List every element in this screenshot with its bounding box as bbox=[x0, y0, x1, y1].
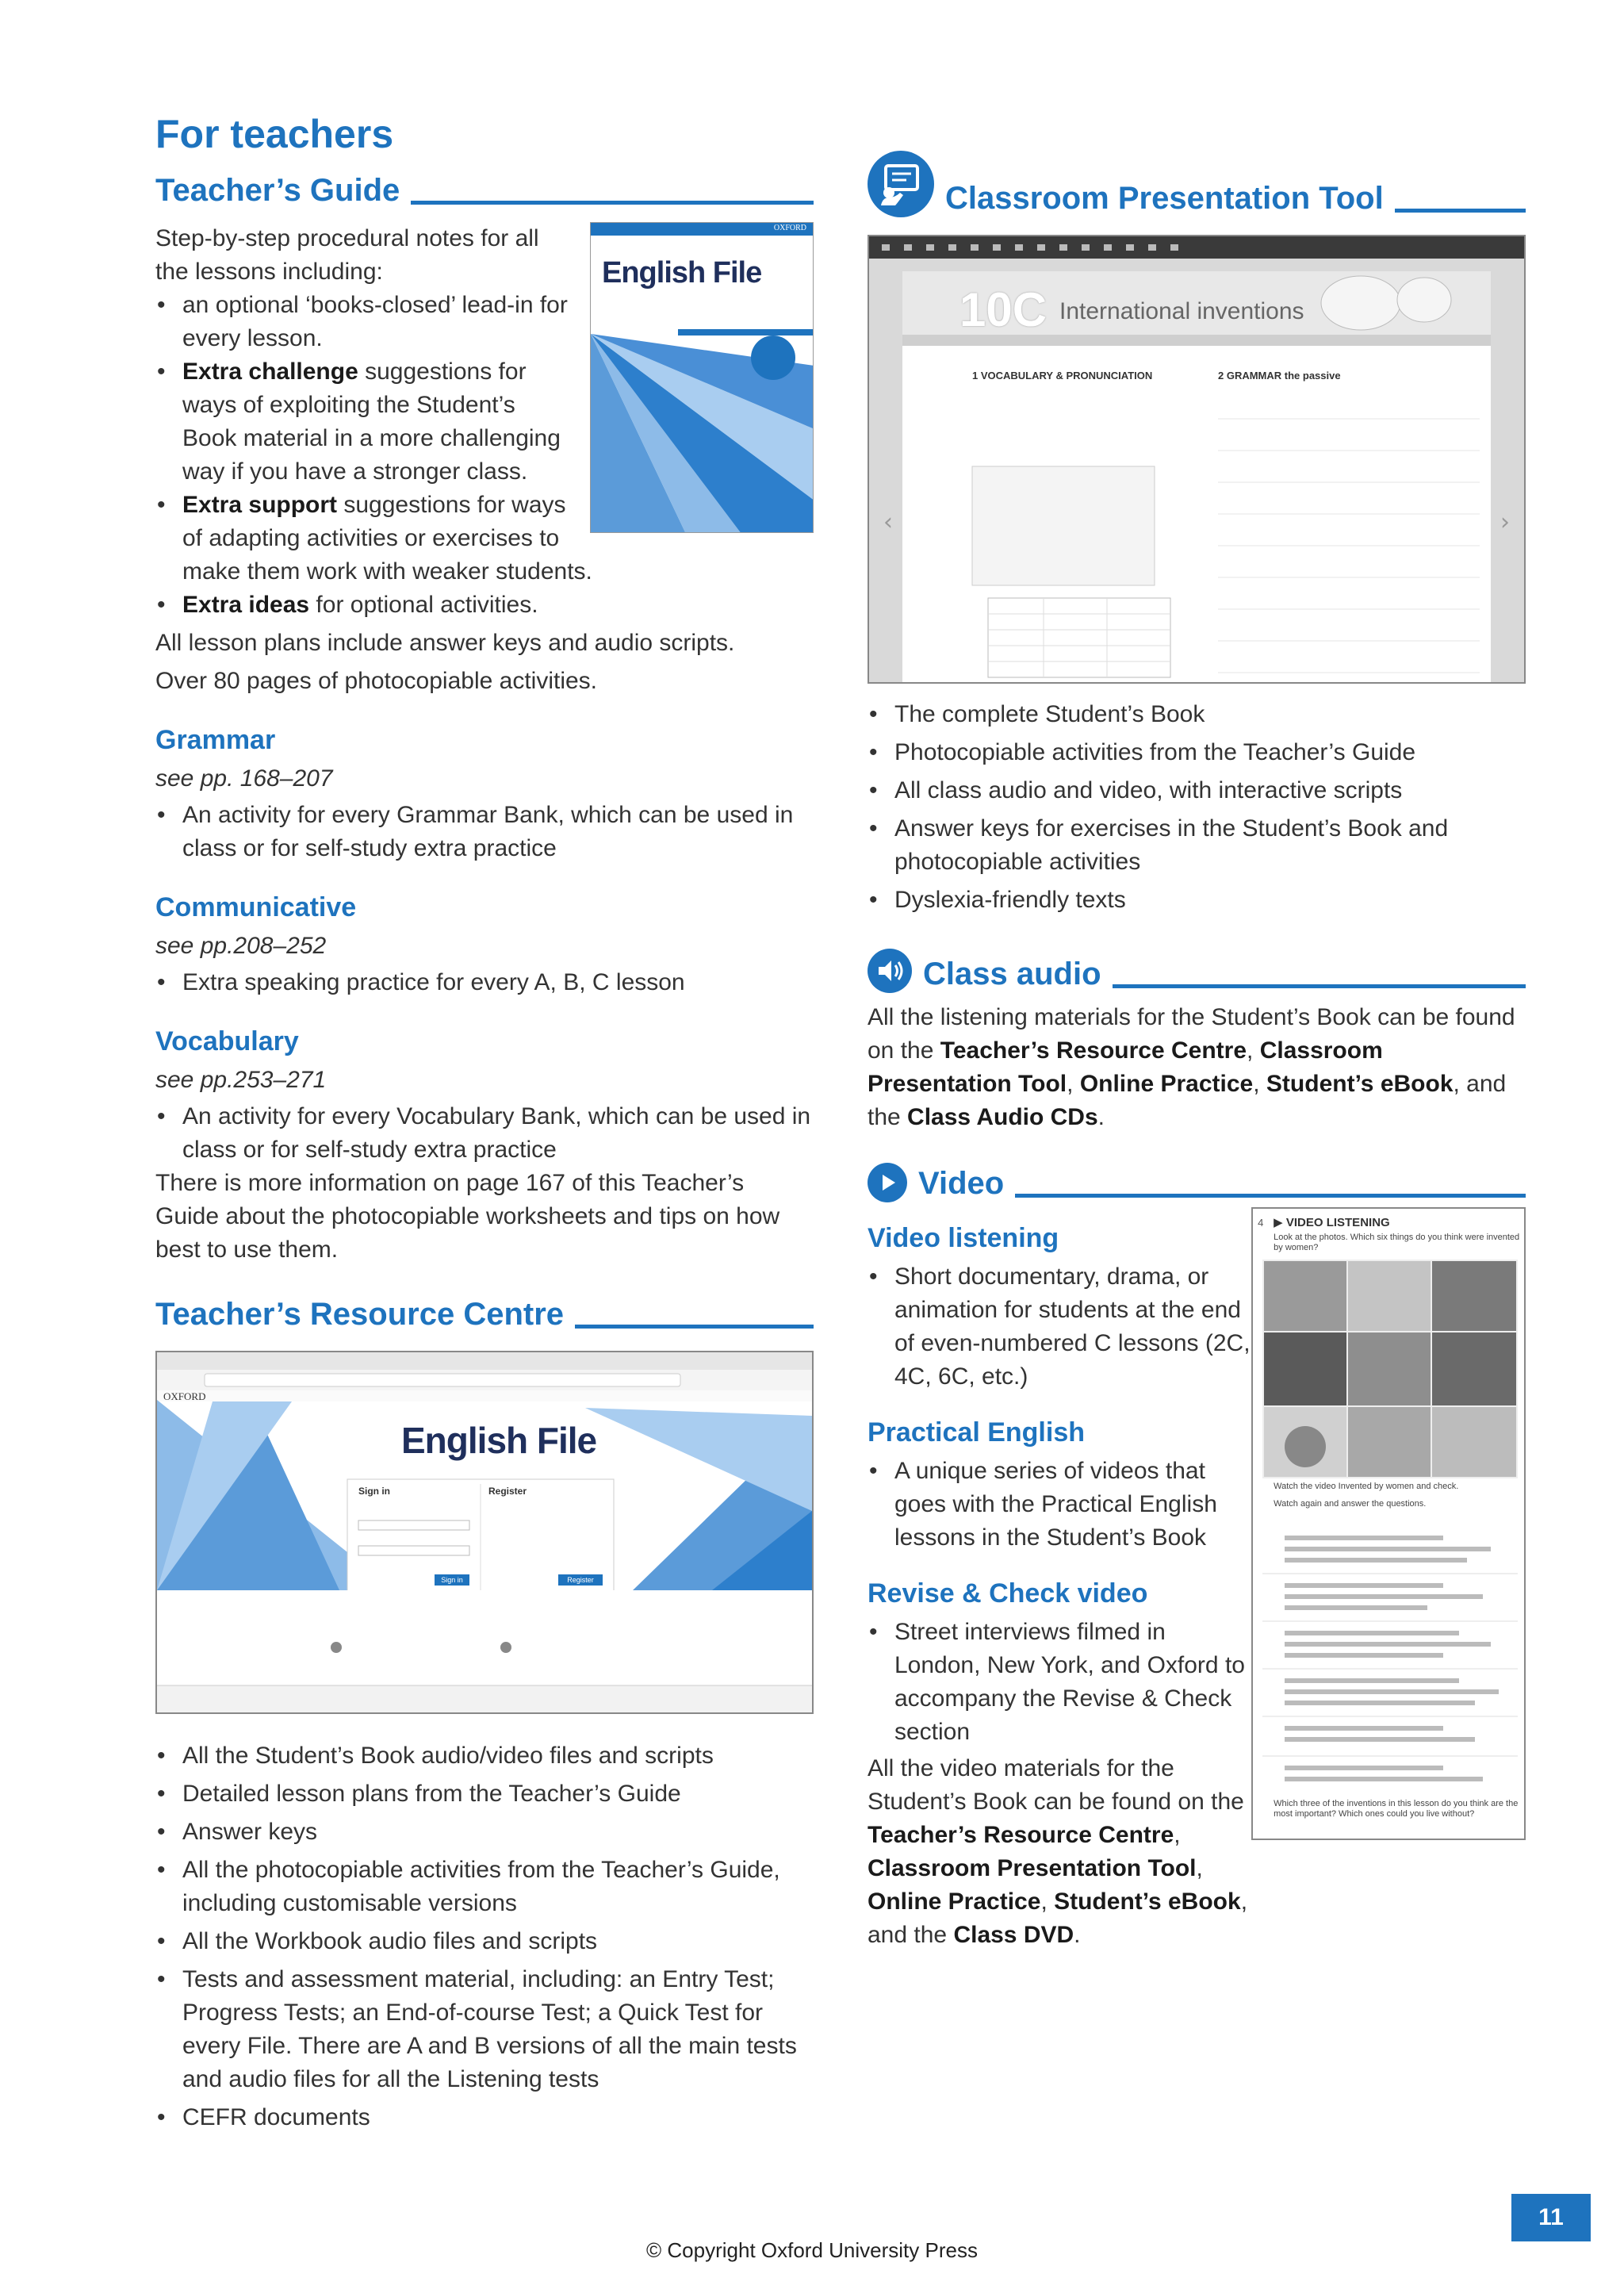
revise-check-heading: Revise & Check video bbox=[868, 1578, 1148, 1609]
list-item: • The complete Student’s Book bbox=[868, 698, 1526, 731]
heading-rule bbox=[1015, 1194, 1526, 1198]
grammar-list bbox=[155, 799, 814, 865]
revise-check-list bbox=[868, 1616, 1251, 1749]
grammar-heading: Grammar bbox=[155, 725, 276, 755]
svg-text:‹: ‹ bbox=[883, 508, 893, 536]
list-item: • All the Workbook audio files and scripts bbox=[155, 1925, 814, 1958]
grammar-page-ref: see pp. 168–207 bbox=[155, 765, 333, 792]
cpt-heading bbox=[868, 151, 1526, 217]
video-section bbox=[868, 1202, 1526, 1952]
trc-publisher: OXFORD bbox=[163, 1390, 206, 1402]
list-item: • Answer keys bbox=[155, 1816, 814, 1849]
svg-text:›: › bbox=[1500, 508, 1510, 536]
teachers-guide-list bbox=[155, 289, 814, 622]
photocopiable-note: Over 80 pages of photocopiable activities. bbox=[155, 668, 598, 694]
teachers-guide-title: Teacher’s Guide bbox=[155, 173, 400, 208]
teachers-guide-heading bbox=[155, 171, 814, 209]
trc-screenshot-graphic bbox=[157, 1352, 812, 1712]
heading-rule bbox=[1395, 209, 1526, 213]
video-question-c: Watch again and answer the questions. bbox=[1274, 1499, 1427, 1509]
heading-rule bbox=[1113, 984, 1526, 988]
trc-sign-in-label: Sign in bbox=[358, 1486, 390, 1497]
list-item: • All the Student’s Book audio/video files and scripts bbox=[155, 1739, 814, 1773]
worksheets-info: There is more information on page 167 of this Teacher’s Guide about the photocopiable worksheets and tips on how best to use them. bbox=[155, 1170, 780, 1263]
list-item: • An activity for every Vocabulary Bank, which can be used in class or for self-study extra practice bbox=[155, 1100, 814, 1167]
list-item: • All class audio and video, with interactive scripts bbox=[868, 774, 1526, 807]
list-item: • An activity for every Grammar Bank, which can be used in class or for self-study extra practice bbox=[155, 799, 814, 865]
cover-publisher: OXFORD bbox=[773, 224, 806, 232]
trc-screenshot bbox=[155, 1351, 814, 1714]
communicative-page-ref: see pp.208–252 bbox=[155, 933, 327, 959]
video-materials-text: All the video materials for the Student’s Book can be found on the Teacher’s Resource Centre, Classroom Presentation Tool, Online Practice, Student’s eBook, and the Class DVD. bbox=[868, 1755, 1248, 1948]
class-audio-text: All the listening materials for the Student’s Book can be found on the Teacher’s Resource Centre, Classroom Presentation Tool, Online Practice, Student’s eBook, and the Class Audio CDs. bbox=[868, 1004, 1515, 1130]
list-item: • Extra challenge suggestions for ways of exploiting the Student’s Book material in a more challenging way if you have a stronger class. bbox=[155, 355, 814, 489]
class-audio-heading bbox=[868, 949, 1526, 993]
left-column bbox=[155, 171, 814, 2134]
video-page-number: 4 bbox=[1258, 1217, 1264, 1229]
list-item: • Extra ideas for optional activities. bbox=[155, 589, 814, 622]
cover-title: English File bbox=[602, 256, 762, 290]
play-icon bbox=[868, 1163, 907, 1202]
practical-english-list bbox=[868, 1455, 1251, 1555]
teachers-guide-intro: Step-by-step procedural notes for all the lessons including: bbox=[155, 225, 539, 285]
heading-rule bbox=[411, 201, 814, 205]
trc-list bbox=[155, 1739, 814, 2134]
cpt-section-vocab: 1 VOCABULARY & PRONUNCIATION bbox=[972, 370, 1153, 382]
cpt-unit-title: International inventions bbox=[1059, 298, 1304, 324]
video-question-d: Which three of the inventions in this lesson do you think are the most important? Which ones could you live without? bbox=[1274, 1799, 1519, 1819]
trc-sign-in-button: Sign in bbox=[441, 1576, 463, 1584]
trc-title: Teacher’s Resource Centre bbox=[155, 1297, 565, 1332]
class-audio-title: Class audio bbox=[923, 957, 1101, 991]
trc-register-label: Register bbox=[488, 1486, 527, 1497]
right-column bbox=[868, 151, 1526, 1952]
page-number: 11 bbox=[1511, 2194, 1591, 2241]
video-question-a: Look at the photos. Which six things do you think were invented by women? bbox=[1274, 1233, 1520, 1252]
list-item: • Street interviews filmed in London, New York, and Oxford to accompany the Revise & Check section bbox=[868, 1616, 1251, 1749]
trc-site-title: English File bbox=[401, 1420, 597, 1461]
cpt-screenshot bbox=[868, 235, 1526, 684]
list-item: • Photocopiable activities from the Teacher’s Guide bbox=[868, 736, 1526, 769]
cpt-title: Classroom Presentation Tool bbox=[945, 181, 1384, 216]
heading-rule bbox=[575, 1325, 814, 1329]
lesson-plans-note: All lesson plans include answer keys and audio scripts. bbox=[155, 630, 735, 656]
list-item: • an optional ‘books-closed’ lead-in for every lesson. bbox=[155, 289, 814, 355]
trc-register-button: Register bbox=[567, 1576, 594, 1584]
vocabulary-list bbox=[155, 1100, 814, 1167]
copyright-footer: © Copyright Oxford University Press bbox=[646, 2238, 978, 2262]
list-item: • All the photocopiable activities from the Teacher’s Guide, including customisable versions bbox=[155, 1854, 814, 1920]
page-title: For teachers bbox=[155, 112, 394, 156]
video-listening-list bbox=[868, 1260, 1251, 1394]
list-item: • Short documentary, drama, or animation for students at the end of even-numbered C lessons (2C, 4C, 6C, etc.) bbox=[868, 1260, 1251, 1394]
cpt-list bbox=[868, 698, 1526, 917]
practical-english-heading: Practical English bbox=[868, 1417, 1085, 1448]
communicative-heading: Communicative bbox=[155, 892, 357, 922]
list-item: • Extra support suggestions for ways of adapting activities or exercises to make them work with weaker students. bbox=[155, 489, 814, 589]
video-listening-heading: Video listening bbox=[868, 1223, 1059, 1253]
list-item: • CEFR documents bbox=[155, 2101, 814, 2134]
list-item: • Dyslexia-friendly texts bbox=[868, 884, 1526, 917]
list-item: • A unique series of videos that goes with the Practical English lessons in the Student’s Book bbox=[868, 1455, 1251, 1555]
video-listening-screenshot bbox=[1251, 1207, 1526, 1840]
vocabulary-page-ref: see pp.253–271 bbox=[155, 1067, 327, 1093]
video-title: Video bbox=[918, 1166, 1005, 1201]
list-item: • Answer keys for exercises in the Student’s Book and photocopiable activities bbox=[868, 812, 1526, 879]
speaker-icon bbox=[868, 949, 912, 993]
video-page-graphic bbox=[1253, 1209, 1526, 1839]
vocabulary-heading: Vocabulary bbox=[155, 1026, 299, 1056]
cpt-section-grammar: 2 GRAMMAR the passive bbox=[1218, 370, 1341, 382]
list-item: • Tests and assessment material, including: an Entry Test; Progress Tests; an End-of-course Test; a Quick Test for every File. There are A and B versions of all the main tests and audio files for all the Listening tests bbox=[155, 1963, 814, 2096]
video-question-b: Watch the video Invented by women and check. bbox=[1274, 1482, 1459, 1491]
video-listening-label: ▶ VIDEO LISTENING bbox=[1274, 1216, 1390, 1229]
cpt-unit-number: 10C bbox=[959, 283, 1048, 336]
video-heading bbox=[868, 1163, 1526, 1202]
list-item: • Detailed lesson plans from the Teacher’s Guide bbox=[155, 1777, 814, 1811]
video-text-column bbox=[868, 1202, 1251, 1952]
play-icon: ▶ bbox=[1274, 1216, 1286, 1229]
list-item: • Extra speaking practice for every A, B, C lesson bbox=[155, 966, 814, 999]
presenter-icon bbox=[868, 151, 934, 217]
trc-heading bbox=[155, 1295, 814, 1333]
communicative-list bbox=[155, 966, 814, 999]
